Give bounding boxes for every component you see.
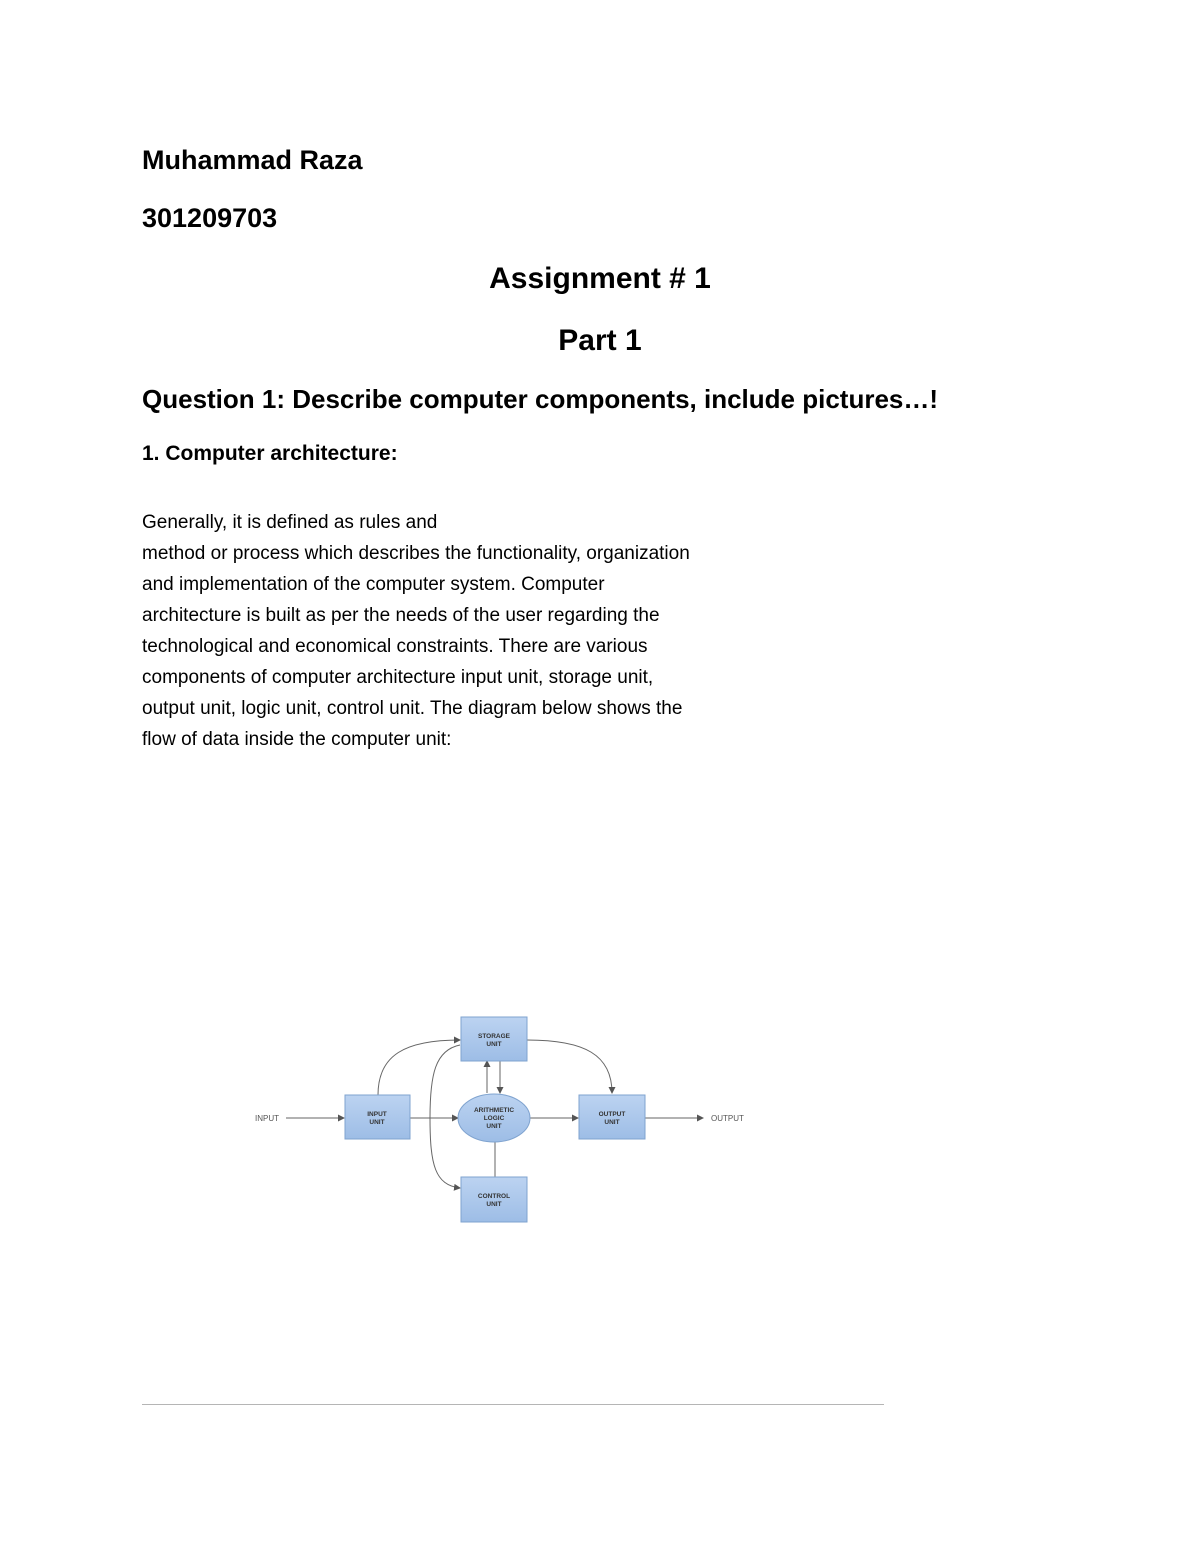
- input-to-storage-arrow: [378, 1040, 460, 1095]
- input-unit-box: [345, 1095, 410, 1139]
- part-heading: Part 1: [558, 324, 642, 357]
- question-heading: Question 1: Describe computer components, include pictures…!: [142, 384, 939, 414]
- input-unit-label: UNIT: [369, 1119, 385, 1126]
- control-loop-arrow: [430, 1045, 460, 1188]
- storage-unit-label: STORAGE: [477, 1033, 511, 1040]
- paragraph-line: technological and economical constraints. There are various: [142, 636, 648, 657]
- section-heading: 1. Computer architecture:: [142, 442, 398, 465]
- alu-label: LOGIC: [483, 1115, 505, 1122]
- alu-label: UNIT: [486, 1123, 502, 1130]
- input-unit-label: INPUT: [367, 1111, 387, 1118]
- output-unit-label: UNIT: [604, 1119, 620, 1126]
- paragraph-line: and implementation of the computer system. Computer: [142, 574, 605, 595]
- output-unit-label: OUTPUT: [598, 1111, 626, 1118]
- alu-label: ARITHMETIC: [473, 1107, 515, 1114]
- paragraph-line: flow of data inside the computer unit:: [142, 729, 452, 750]
- storage-to-output-arrow: [527, 1040, 612, 1093]
- output-unit-box: [579, 1095, 645, 1139]
- paragraph-line: Generally, it is defined as rules and: [142, 512, 438, 533]
- paragraph-line: method or process which describes the functionality, organization: [142, 543, 690, 564]
- architecture-diagram: [240, 1005, 780, 1235]
- assignment-title: Assignment # 1: [489, 262, 711, 295]
- student-id: 301209703: [142, 203, 278, 233]
- control-unit-box: [461, 1177, 527, 1222]
- paragraph-line: components of computer architecture input unit, storage unit,: [142, 667, 654, 688]
- control-unit-label: CONTROL: [477, 1193, 511, 1200]
- paragraph-line: architecture is built as per the needs of the user regarding the: [142, 605, 660, 626]
- alu-ellipse: [458, 1094, 530, 1142]
- body-paragraph: [142, 507, 822, 755]
- footer-divider: [142, 1404, 884, 1405]
- author-name: Muhammad Raza: [142, 145, 363, 175]
- output-label: OUTPUT: [711, 1114, 744, 1123]
- storage-unit-label: UNIT: [486, 1041, 502, 1048]
- storage-unit-box: [461, 1017, 527, 1061]
- paragraph-line: output unit, logic unit, control unit. The diagram below shows the: [142, 698, 683, 719]
- control-unit-label: UNIT: [486, 1201, 502, 1208]
- input-label: INPUT: [255, 1114, 279, 1123]
